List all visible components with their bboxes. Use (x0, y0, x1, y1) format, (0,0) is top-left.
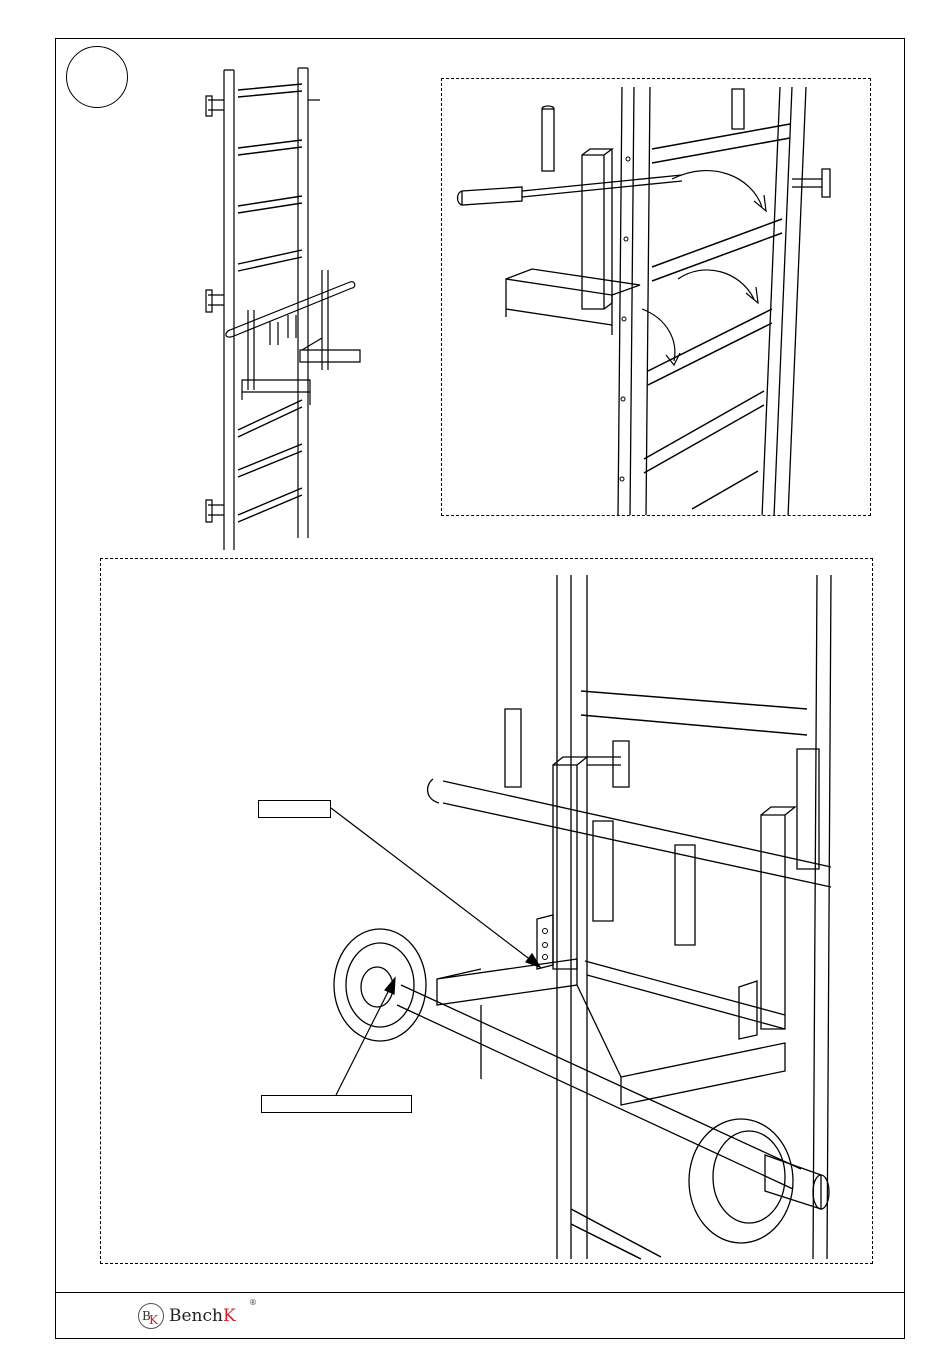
callout-label-a (258, 800, 331, 818)
registered-mark: ® (249, 1298, 257, 1307)
footer-divider (55, 1292, 905, 1293)
step-number-circle (66, 46, 128, 108)
detail-view-weight-storage (100, 558, 873, 1264)
detail-view-fold-mechanism (441, 78, 871, 516)
benchk-monogram-icon (137, 1302, 165, 1330)
svg-text:K: K (149, 1313, 158, 1327)
benchk-logo (137, 1298, 257, 1332)
callout-label-b (261, 1095, 412, 1113)
svg-text:B: B (142, 1309, 151, 1323)
wall-bars-overview-illustration (190, 60, 380, 555)
brand-name: BenchK (169, 1306, 236, 1326)
